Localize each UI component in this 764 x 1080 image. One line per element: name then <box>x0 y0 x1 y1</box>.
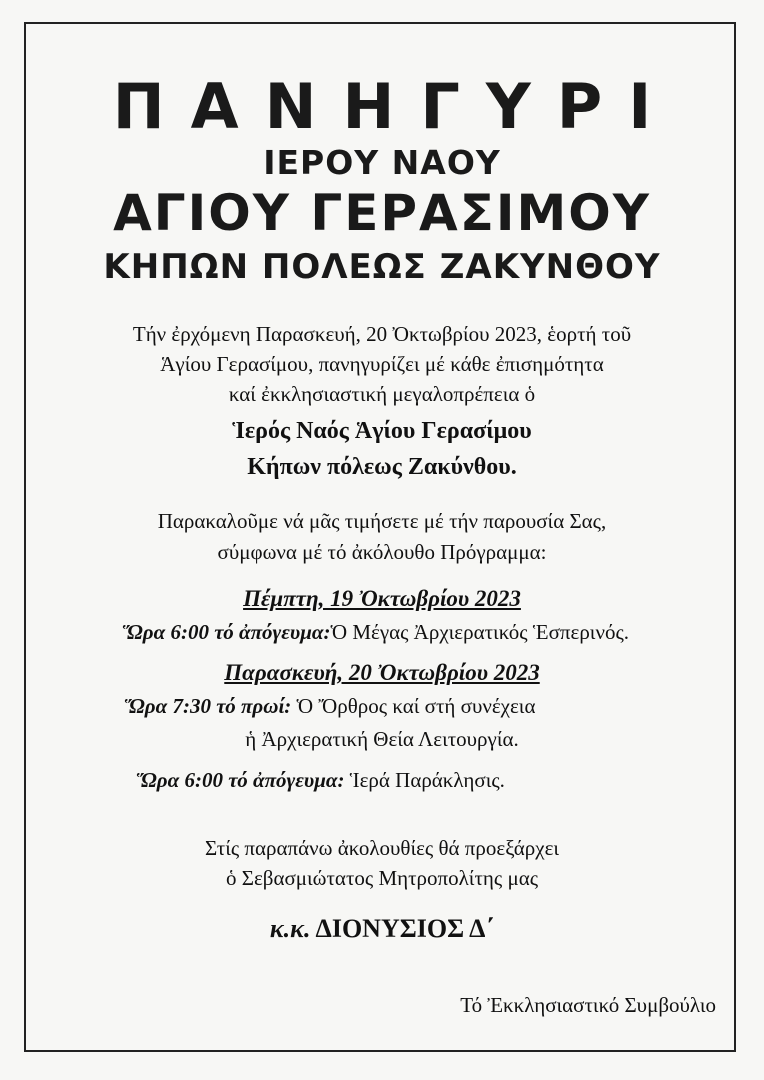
day2-morning-event-continued: ἡ Ἀρχιερατική Θεία Λειτουργία. <box>245 727 519 751</box>
day1-time-row <box>123 620 629 645</box>
day2-morning-event: Ὁ Ὄρθρος καί στή συνέχεια <box>291 694 536 718</box>
day2-heading: Παρασκευή, 20 Ὀκτωβρίου 2023 <box>224 660 540 685</box>
signature-council: Τό Ἐκκλησιαστικό Συμβούλιο <box>460 993 716 1017</box>
invite-line-2: σύμφωνα μέ τό ἀκόλουθο Πρόγραμμα: <box>217 540 547 564</box>
day1-time-label: Ὥρα 6:00 τό ἀπόγευμα: <box>123 620 331 644</box>
intro-line-3: καί ἐκκλησιαστική μεγαλοπρέπεια ὁ <box>228 382 536 406</box>
closing-line-1: Στίς παραπάνω ἀκολουθίες θά προεξάρχει <box>204 836 560 860</box>
closing-line-2: ὁ Σεβασμιώτατος Μητροπολίτης μας <box>225 866 539 890</box>
church-name-line-1: Ἱερός Ναός Ἁγίου Γερασίμου <box>232 418 532 444</box>
intro-line-1: Τήν ἐρχόμενη Παρασκευή, 20 Ὀκτωβρίου 2023, ἑορτή τοῦ <box>132 322 632 346</box>
intro-line-2: Ἁγίου Γερασίμου, πανηγυρίζει μέ κάθε ἐπισημότητα <box>160 352 604 376</box>
church-name-line-2: Κήπων πόλεως Ζακύνθου. <box>247 454 517 480</box>
invite-line-1: Παρακαλοῦμε νά μᾶς τιμήσετε μέ τήν παρουσία Σας, <box>157 509 607 533</box>
day2-evening-time-label: Ὥρα 6:00 τό ἀπόγευμα: <box>137 768 345 792</box>
day2-morning-time-label: Ὥρα 7:30 τό πρωί: <box>125 694 292 718</box>
bishop-name-line <box>0 914 764 944</box>
bishop-title-prefix: κ.κ. <box>269 914 311 943</box>
day2-evening-event: Ἱερά Παράκλησις. <box>344 768 505 792</box>
day1-event: Ὁ Μέγας Ἀρχιερατικός Ἑσπερινός. <box>330 620 630 644</box>
subtitle-saint-name: ΑΓΙΟΥ ΓΕΡΑΣΙΜΟΥ <box>113 184 651 242</box>
poster-title: ΠΑΝΗΓΥΡΙ <box>112 70 678 143</box>
subtitle-location: ΚΗΠΩΝ ΠΟΛΕΩΣ ΖΑΚΥΝΘΟΥ <box>103 247 661 287</box>
subtitle-holy-church: ΙΕΡΟΥ ΝΑΟΥ <box>263 143 501 182</box>
day2-evening-row <box>137 768 505 793</box>
day1-heading: Πέμπτη, 19 Ὀκτωβρίου 2023 <box>243 586 521 611</box>
day2-morning-row <box>125 694 535 719</box>
bishop-name: ΔΙΟΝΥΣΙΟΣ Δ΄ <box>310 914 495 943</box>
